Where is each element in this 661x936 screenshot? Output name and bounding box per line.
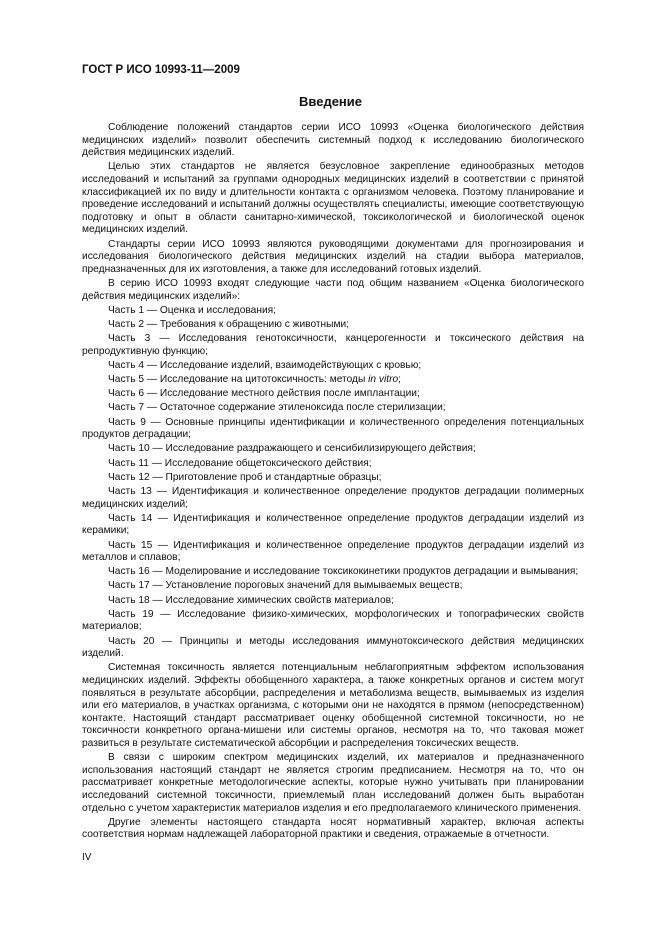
- part-label: Часть 14 —: [108, 512, 174, 524]
- parts-list: [82, 305, 584, 661]
- part-item: [82, 388, 584, 401]
- part-item: [82, 402, 584, 415]
- part-text: Исследование раздражающего и сенсибилизирующего действия;: [165, 443, 476, 455]
- part-item: [82, 458, 584, 471]
- part-label: Часть 7 —: [108, 402, 160, 414]
- part-item: [82, 595, 584, 608]
- part-item: [82, 417, 584, 442]
- part-label: Часть 20 —: [108, 635, 180, 647]
- part-text: Приготовление проб и стандартные образцы;: [165, 471, 382, 483]
- document-body: [82, 122, 584, 844]
- part-text: Оценка и исследования;: [159, 304, 277, 316]
- part-text: Установление пороговых значений для вымываемых веществ;: [165, 580, 463, 592]
- part-text: Исследование общетоксического действия;: [164, 457, 372, 469]
- part-label: Часть 3 —: [108, 333, 179, 345]
- intro-paragraph: Стандарты серии ИСО 10993 являются руководящими документами для прогнозирования и исследования биологического действия медицинских изделий на стадии выбора материалов, предназначенных для их изготовления, а также для исследований готовых изделий.: [82, 238, 584, 275]
- part-text: Моделирование и исследование токсикокинетики продуктов деградации и вымывания;: [165, 566, 579, 578]
- part-label: Часть 12 —: [108, 471, 166, 483]
- part-text: Идентификация и количественное определение продуктов деградации полимерных медицинских изделий;: [82, 485, 584, 510]
- part-item: [82, 333, 584, 358]
- closing-paragraph: Другие элементы настоящего стандарта носят нормативный характер, включая аспекты соответствия нормам надлежащей лабораторной практики и сведения, отражаемые в отчетности.: [82, 816, 584, 841]
- intro-paragraph: Соблюдение положений стандартов серии ИСО 10993 «Оценка биологического действия медицинских изделий» позволит обеспечить системный подход к исследованию биологического действия медицинских изделий.: [82, 122, 584, 159]
- part-item: [82, 566, 584, 579]
- part-item: [82, 319, 584, 332]
- part-text: Требования к обращению с животными;: [159, 318, 350, 330]
- part-text: Идентификация и количественное определение продуктов деградации изделий из керамики;: [82, 512, 584, 537]
- part-label: Часть 6 —: [108, 388, 160, 400]
- part-text: Исследования генотоксичности, канцерогенности и токсического действия на репродуктивную функцию;: [82, 333, 584, 357]
- part-text-italic: in vitro: [368, 374, 399, 386]
- part-text: Исследование местного действия после имплантации;: [159, 388, 420, 400]
- part-item: [82, 472, 584, 485]
- part-label: Часть 19 —: [108, 608, 178, 620]
- part-label: Часть 2 —: [108, 318, 160, 330]
- closing-paragraph: Системная токсичность является потенциальным неблагоприятным эффектом использования медицинских изделий. Эффекты обобщенного характера, а также конкретных органов и систем могут появляться в результате абсорбции, распределения и метаболизма веществ, вымываемых из изделия или его материалов, в участках организма, с которыми они не находятся в прямом (непосредственном) контакте. Настоящий стандарт рассматривает оценку обобщенной системной токсичности, но не токсичности конкретного органа-мишени или системы органов, несмотря на то, что таковая может развиться в результате систематической абсорбции и распределения токсических веществ.: [82, 662, 584, 749]
- part-label: Часть 13 —: [108, 485, 172, 497]
- part-item: [82, 636, 584, 661]
- part-item: [82, 360, 584, 373]
- part-text: Остаточное содержание этиленоксида после стерилизации;: [159, 402, 446, 414]
- part-label: Часть 18 —: [108, 594, 166, 606]
- intro-paragraph: В серию ИСО 10993 входят следующие части под общим названием «Оценка биологического действия медицинских изделий»:: [82, 277, 584, 302]
- part-label: Часть 9 —: [108, 416, 166, 428]
- part-label: Часть 5 —: [108, 374, 160, 386]
- part-label: Часть 16 —: [108, 566, 166, 578]
- part-item: [82, 609, 584, 634]
- part-text-tail: ;: [398, 374, 401, 386]
- page-number: IV: [82, 852, 92, 863]
- part-text: Исследование изделий, взаимодействующих с кровью;: [159, 359, 422, 371]
- section-title: Введение: [299, 94, 362, 109]
- part-item: [82, 513, 584, 538]
- part-text: Исследование химических свойств материалов;: [165, 594, 394, 606]
- part-text: Основные принципы идентификации и количественного определения потенциальных продуктов деградации;: [82, 416, 584, 441]
- part-item: [82, 580, 584, 593]
- part-label: Часть 11 —: [108, 457, 165, 469]
- intro-paragraph: Целью этих стандартов не является безусловное закрепление единообразных методов исследований и испытаний за группами однородных медицинских изделий в соответствии с принятой классификацией их по виду и длительности контакта с организмом человека. Поэтому планирование и проведение исследований и испытаний должны осуществлять специалисты, имеющие соответствующую подготовку и опыт в области санитарно-химической, токсикологической и биологической оценок медицинских изделий.: [82, 161, 584, 236]
- closing-paragraph: В связи с широким спектром медицинских изделий, их материалов и предназначенного использования настоящий стандарт не является строгим предписанием. Несмотря на то, что он рассматривает конкретные методологические аспекты, которые нужно учитывать при планировании исследований системной токсичности, приемлемый план исследований должен быть выработан отдельно с учетом характеристик материалов изделия и его предполагаемого клинического применения.: [82, 752, 584, 814]
- part-item: [82, 486, 584, 511]
- part-item: [82, 540, 584, 565]
- part-item: [82, 374, 584, 387]
- part-label: Часть 15 —: [108, 539, 174, 551]
- part-text: Исследование физико-химических, морфологических и топографических свойств материалов;: [82, 608, 584, 633]
- part-label: Часть 10 —: [108, 443, 166, 455]
- part-text: Принципы и методы исследования иммунотоксического действия медицинских изделий.: [82, 635, 584, 660]
- part-label: Часть 1 —: [108, 304, 160, 316]
- part-label: Часть 4 —: [108, 359, 160, 371]
- document-code: ГОСТ Р ИСО 10993-11—2009: [82, 64, 240, 76]
- part-text: Идентификация и количественное определение продуктов деградации изделий из металлов и сплавов;: [82, 539, 584, 564]
- part-text: Исследование на цитотоксичность: методы: [159, 374, 369, 386]
- part-item: [82, 305, 584, 318]
- part-item: [82, 443, 584, 456]
- part-label: Часть 17 —: [108, 580, 166, 592]
